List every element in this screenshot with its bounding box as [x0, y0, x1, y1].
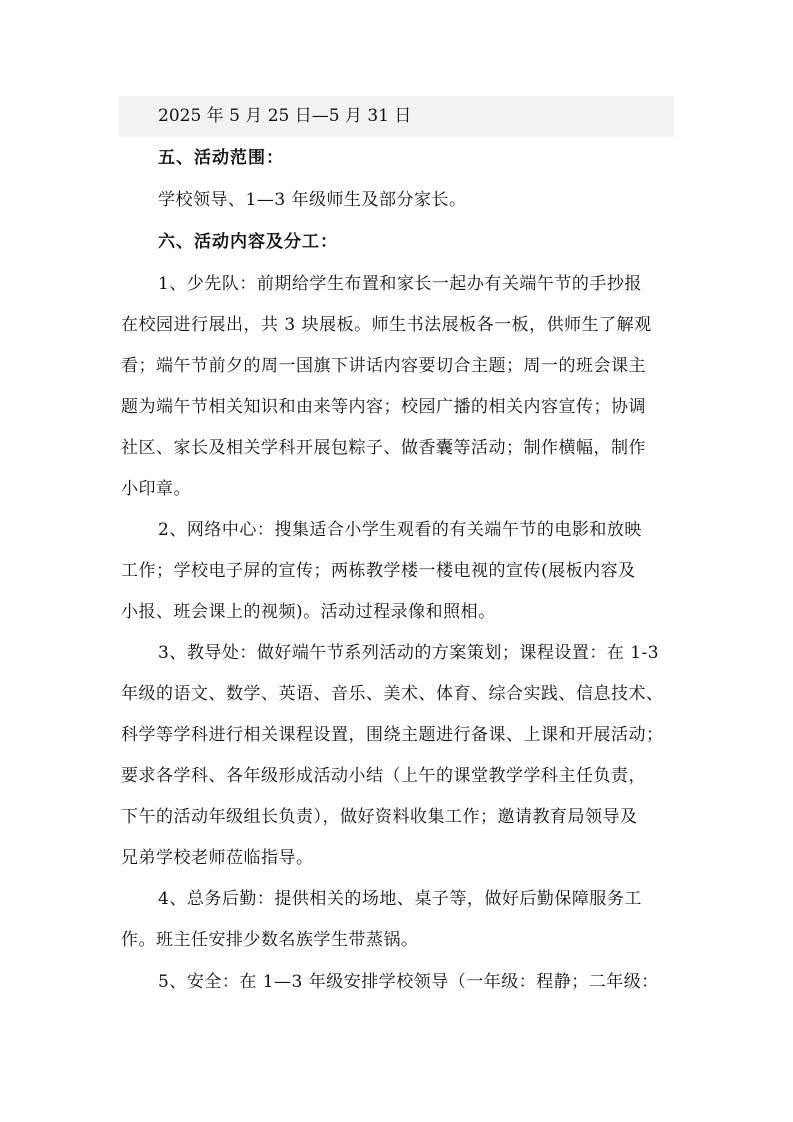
section-5-body: 学校领导、1—3 年级师生及部分家长。 [158, 190, 467, 210]
paragraph-line: 2、网络中心：搜集适合小学生观看的有关端午节的电影和放映 [158, 520, 642, 540]
paragraph-line: 在校园进行展出，共 3 块展板。师生书法展板各一板，供师生了解观 [121, 315, 652, 335]
paragraph-line: 年级的语文、数学、英语、音乐、美术、体育、综合实践、信息技术、 [121, 684, 664, 704]
paragraph-line: 作。班主任安排少数名族学生带蒸锅。 [121, 930, 419, 950]
paragraph-line: 兄弟学校老师莅临指导。 [121, 848, 314, 868]
date-range: 2025 年 5 月 25 日—5 月 31 日 [158, 106, 412, 126]
paragraph-line: 3、教导处：做好端午节系列活动的方案策划；课程设置：在 1-3 [158, 643, 660, 663]
section-6-title: 六、活动内容及分工： [158, 232, 338, 252]
paragraph-line: 5、安全：在 1—3 年级安排学校领导（一年级：程静；二年级： [158, 972, 659, 992]
section-5-title: 五、活动范围： [158, 148, 284, 168]
paragraph-line: 社区、家长及相关学科开展包粽子、做香囊等活动；制作横幅，制作 [121, 438, 646, 458]
paragraph-line: 题为端午节相关知识和由来等内容；校园广播的相关内容宣传；协调 [121, 397, 646, 417]
paragraph-line: 工作；学校电子屏的宣传；两栋教学楼一楼电视的宣传(展板内容及 [121, 561, 636, 581]
paragraph-line: 小报、班会课上的视频)。活动过程录像和照相。 [121, 602, 496, 622]
paragraph-line: 看；端午节前夕的周一国旗下讲话内容要切合主题；周一的班会课主 [121, 356, 646, 376]
paragraph-line: 4、总务后勤：提供相关的场地、桌子等，做好后勤保障服务工 [158, 889, 642, 909]
paragraph-line: 1、少先队：前期给学生布置和家长一起办有关端午节的手抄报 [158, 274, 642, 294]
paragraph-line: 科学等学科进行相关课程设置，围绕主题进行备课、上课和开展活动； [121, 725, 664, 745]
paragraph-line: 小印章。 [121, 479, 191, 499]
paragraph-line: 下午的活动年级组长负责），做好资料收集工作；邀请教育局领导及 [121, 807, 638, 827]
paragraph-line: 要求各学科、各年级形成活动小结（上午的课堂教学学科主任负责， [121, 766, 646, 786]
